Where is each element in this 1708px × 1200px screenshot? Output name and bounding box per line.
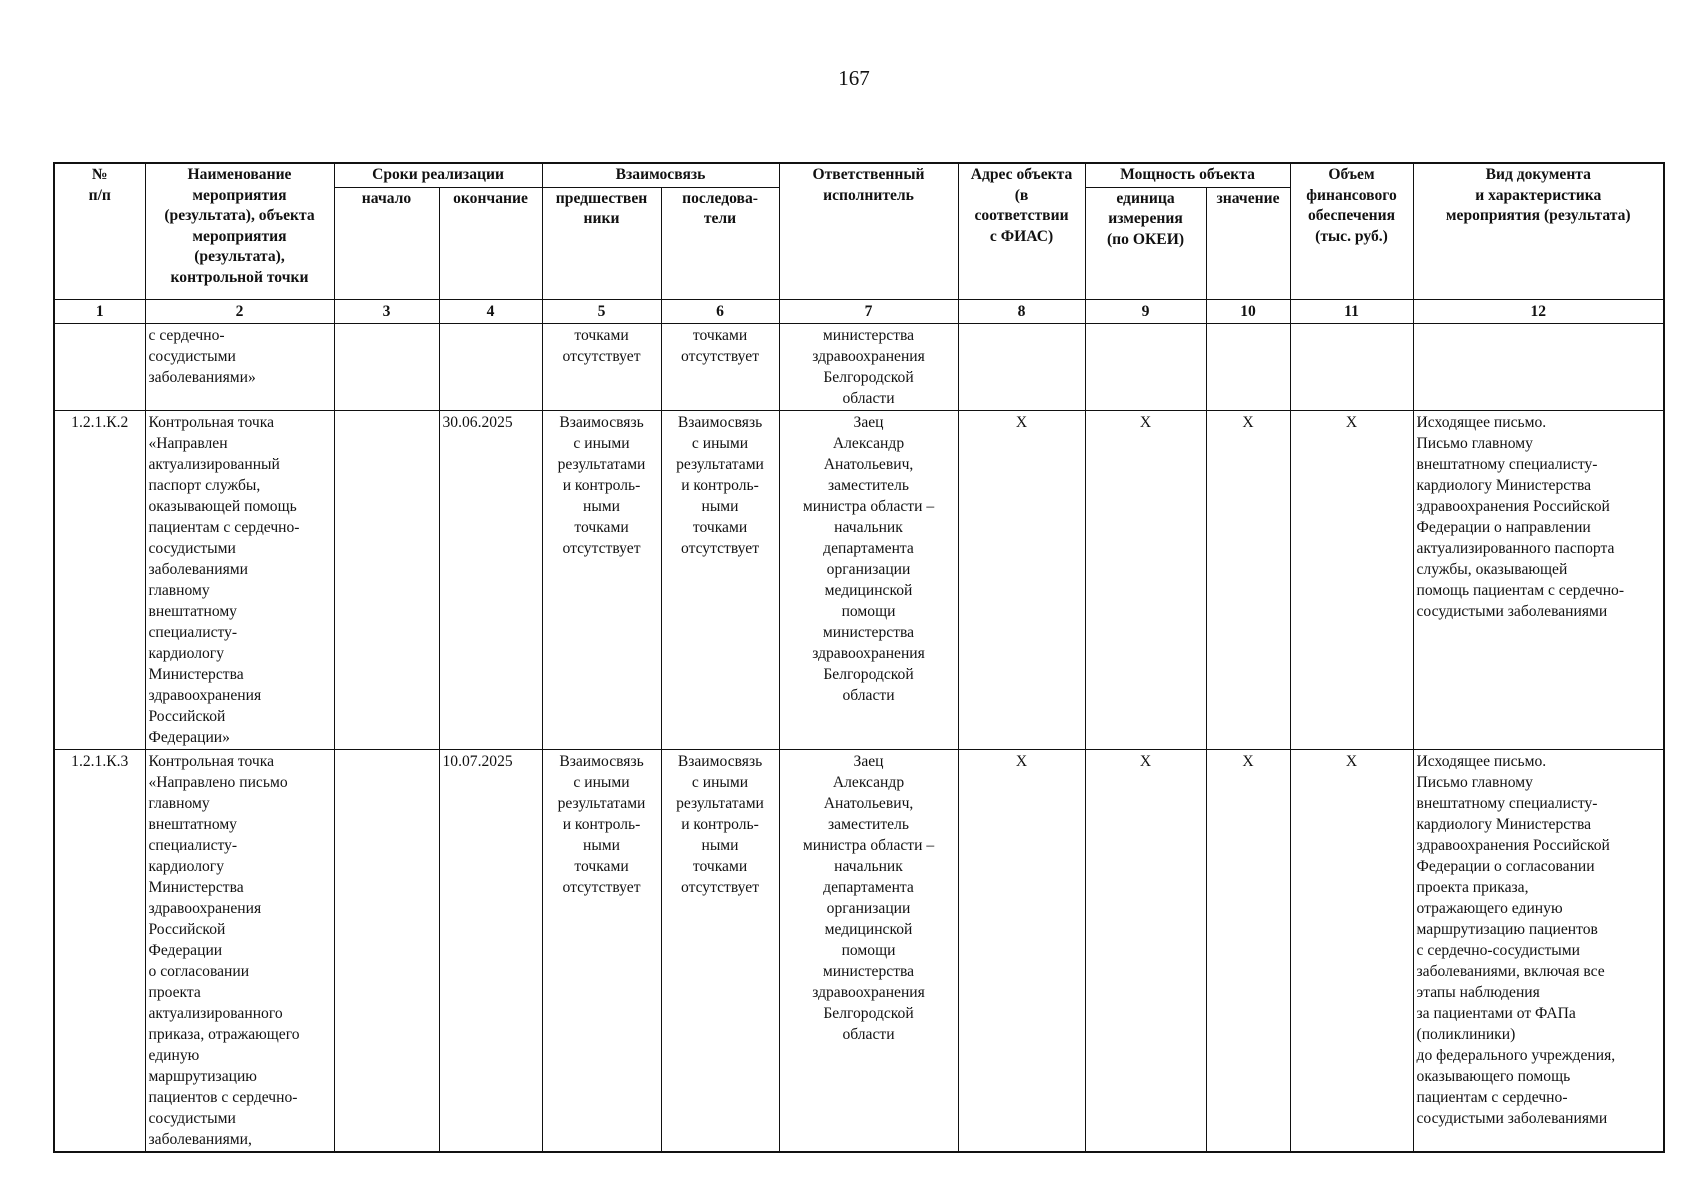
column-number: 2 xyxy=(145,299,334,323)
column-number: 5 xyxy=(542,299,661,323)
row-value xyxy=(1206,323,1290,410)
row-finance: X xyxy=(1290,410,1413,749)
measures-table xyxy=(53,162,1665,1153)
header-rel-next: последова- тели xyxy=(661,187,779,299)
row-doc: Исходящее письмо. Письмо главному внештатному специалисту- кардиологу Министерства здравоохранения Российской Федерации о согласовании проекта приказа, отражающего единую маршрутизацию пациентов с сердечно-сосудистыми заболеваниями, включая все этапы наблюдения за пациентами от ФАПа (поликлиники) до федерального учреждения, оказывающего помощь пациентам с сердечно- сосудистыми заболеваниями xyxy=(1413,749,1664,1152)
row-unit: X xyxy=(1085,749,1206,1152)
column-number: 9 xyxy=(1085,299,1206,323)
header-rel-prev: предшествен ники xyxy=(542,187,661,299)
column-number-row xyxy=(54,299,1664,323)
column-number: 12 xyxy=(1413,299,1664,323)
row-value: X xyxy=(1206,749,1290,1152)
row-responsible: Заец Александр Анатольевич, заместитель министра области – начальник департамента организации медицинской помощи министерства здравоохранения Белгородской области xyxy=(779,410,958,749)
row-end: 10.07.2025 xyxy=(439,749,542,1152)
column-number: 4 xyxy=(439,299,542,323)
header-doc: Вид документа и характеристика мероприятия (результата) xyxy=(1413,163,1664,299)
row-responsible: Заец Александр Анатольевич, заместитель министра области – начальник департамента организации медицинской помощи министерства здравоохранения Белгородской области xyxy=(779,749,958,1152)
header-capacity: Мощность объекта xyxy=(1085,163,1290,187)
row-next: точками отсутствует xyxy=(661,323,779,410)
row-responsible: министерства здравоохранения Белгородской области xyxy=(779,323,958,410)
header-terms: Сроки реализации xyxy=(334,163,542,187)
row-prev: Взаимосвязь с иными результатами и контроль- ными точками отсутствует xyxy=(542,749,661,1152)
row-address xyxy=(958,323,1085,410)
header-row-1 xyxy=(54,163,1664,187)
row-prev: точками отсутствует xyxy=(542,323,661,410)
page-number: 167 xyxy=(838,66,870,90)
column-number: 11 xyxy=(1290,299,1413,323)
row-address: X xyxy=(958,410,1085,749)
row-doc xyxy=(1413,323,1664,410)
column-number: 6 xyxy=(661,299,779,323)
header-term-start: начало xyxy=(334,187,439,299)
column-number: 1 xyxy=(54,299,145,323)
row-finance xyxy=(1290,323,1413,410)
header-relation: Взаимосвязь xyxy=(542,163,779,187)
table-row xyxy=(54,410,1664,749)
row-value: X xyxy=(1206,410,1290,749)
row-next: Взаимосвязь с иными результатами и контроль- ными точками отсутствует xyxy=(661,749,779,1152)
column-number: 8 xyxy=(958,299,1085,323)
row-doc: Исходящее письмо. Письмо главному внештатному специалисту- кардиологу Министерства здравоохранения Российской Федерации о направлении актуализированного паспорта службы, оказывающей помощь пациентам с сердечно- сосудистыми заболеваниями xyxy=(1413,410,1664,749)
row-address: X xyxy=(958,749,1085,1152)
row-unit xyxy=(1085,323,1206,410)
row-end: 30.06.2025 xyxy=(439,410,542,749)
row-finance: X xyxy=(1290,749,1413,1152)
header-name: Наименование мероприятия (результата), объекта мероприятия (результата), контрольной точки xyxy=(145,163,334,299)
row-name: Контрольная точка «Направлен актуализированный паспорт службы, оказывающей помощь пациентам с сердечно- сосудистыми заболеваниями главному внештатному специалисту- кардиологу Министерства здравоохранения Российской Федерации» xyxy=(145,410,334,749)
column-number: 7 xyxy=(779,299,958,323)
row-name: с сердечно- сосудистыми заболеваниями» xyxy=(145,323,334,410)
column-number: 10 xyxy=(1206,299,1290,323)
row-number: 1.2.1.К.2 xyxy=(54,410,145,749)
header-cap-value: значение xyxy=(1206,187,1290,299)
header-term-end: окончание xyxy=(439,187,542,299)
row-start xyxy=(334,749,439,1152)
row-start xyxy=(334,323,439,410)
table-row xyxy=(54,323,1664,410)
column-number: 3 xyxy=(334,299,439,323)
header-finance: Объем финансового обеспечения (тыс. руб.) xyxy=(1290,163,1413,299)
table-row xyxy=(54,749,1664,1152)
header-address: Адрес объекта (в соответствии с ФИАС) xyxy=(958,163,1085,299)
row-number: 1.2.1.К.3 xyxy=(54,749,145,1152)
header-num: № п/п xyxy=(54,163,145,299)
row-end xyxy=(439,323,542,410)
row-unit: X xyxy=(1085,410,1206,749)
row-next: Взаимосвязь с иными результатами и контроль- ными точками отсутствует xyxy=(661,410,779,749)
row-number xyxy=(54,323,145,410)
row-start xyxy=(334,410,439,749)
row-name: Контрольная точка «Направлено письмо главному внештатному специалисту- кардиологу Министерства здравоохранения Российской Федерации о согласовании проекта актуализированного приказа, отражающего единую маршрутизацию пациентов с сердечно- сосудистыми заболеваниями, xyxy=(145,749,334,1152)
header-cap-unit: единица измерения (по ОКЕИ) xyxy=(1085,187,1206,299)
row-prev: Взаимосвязь с иными результатами и контроль- ными точками отсутствует xyxy=(542,410,661,749)
header-responsible: Ответственный исполнитель xyxy=(779,163,958,299)
